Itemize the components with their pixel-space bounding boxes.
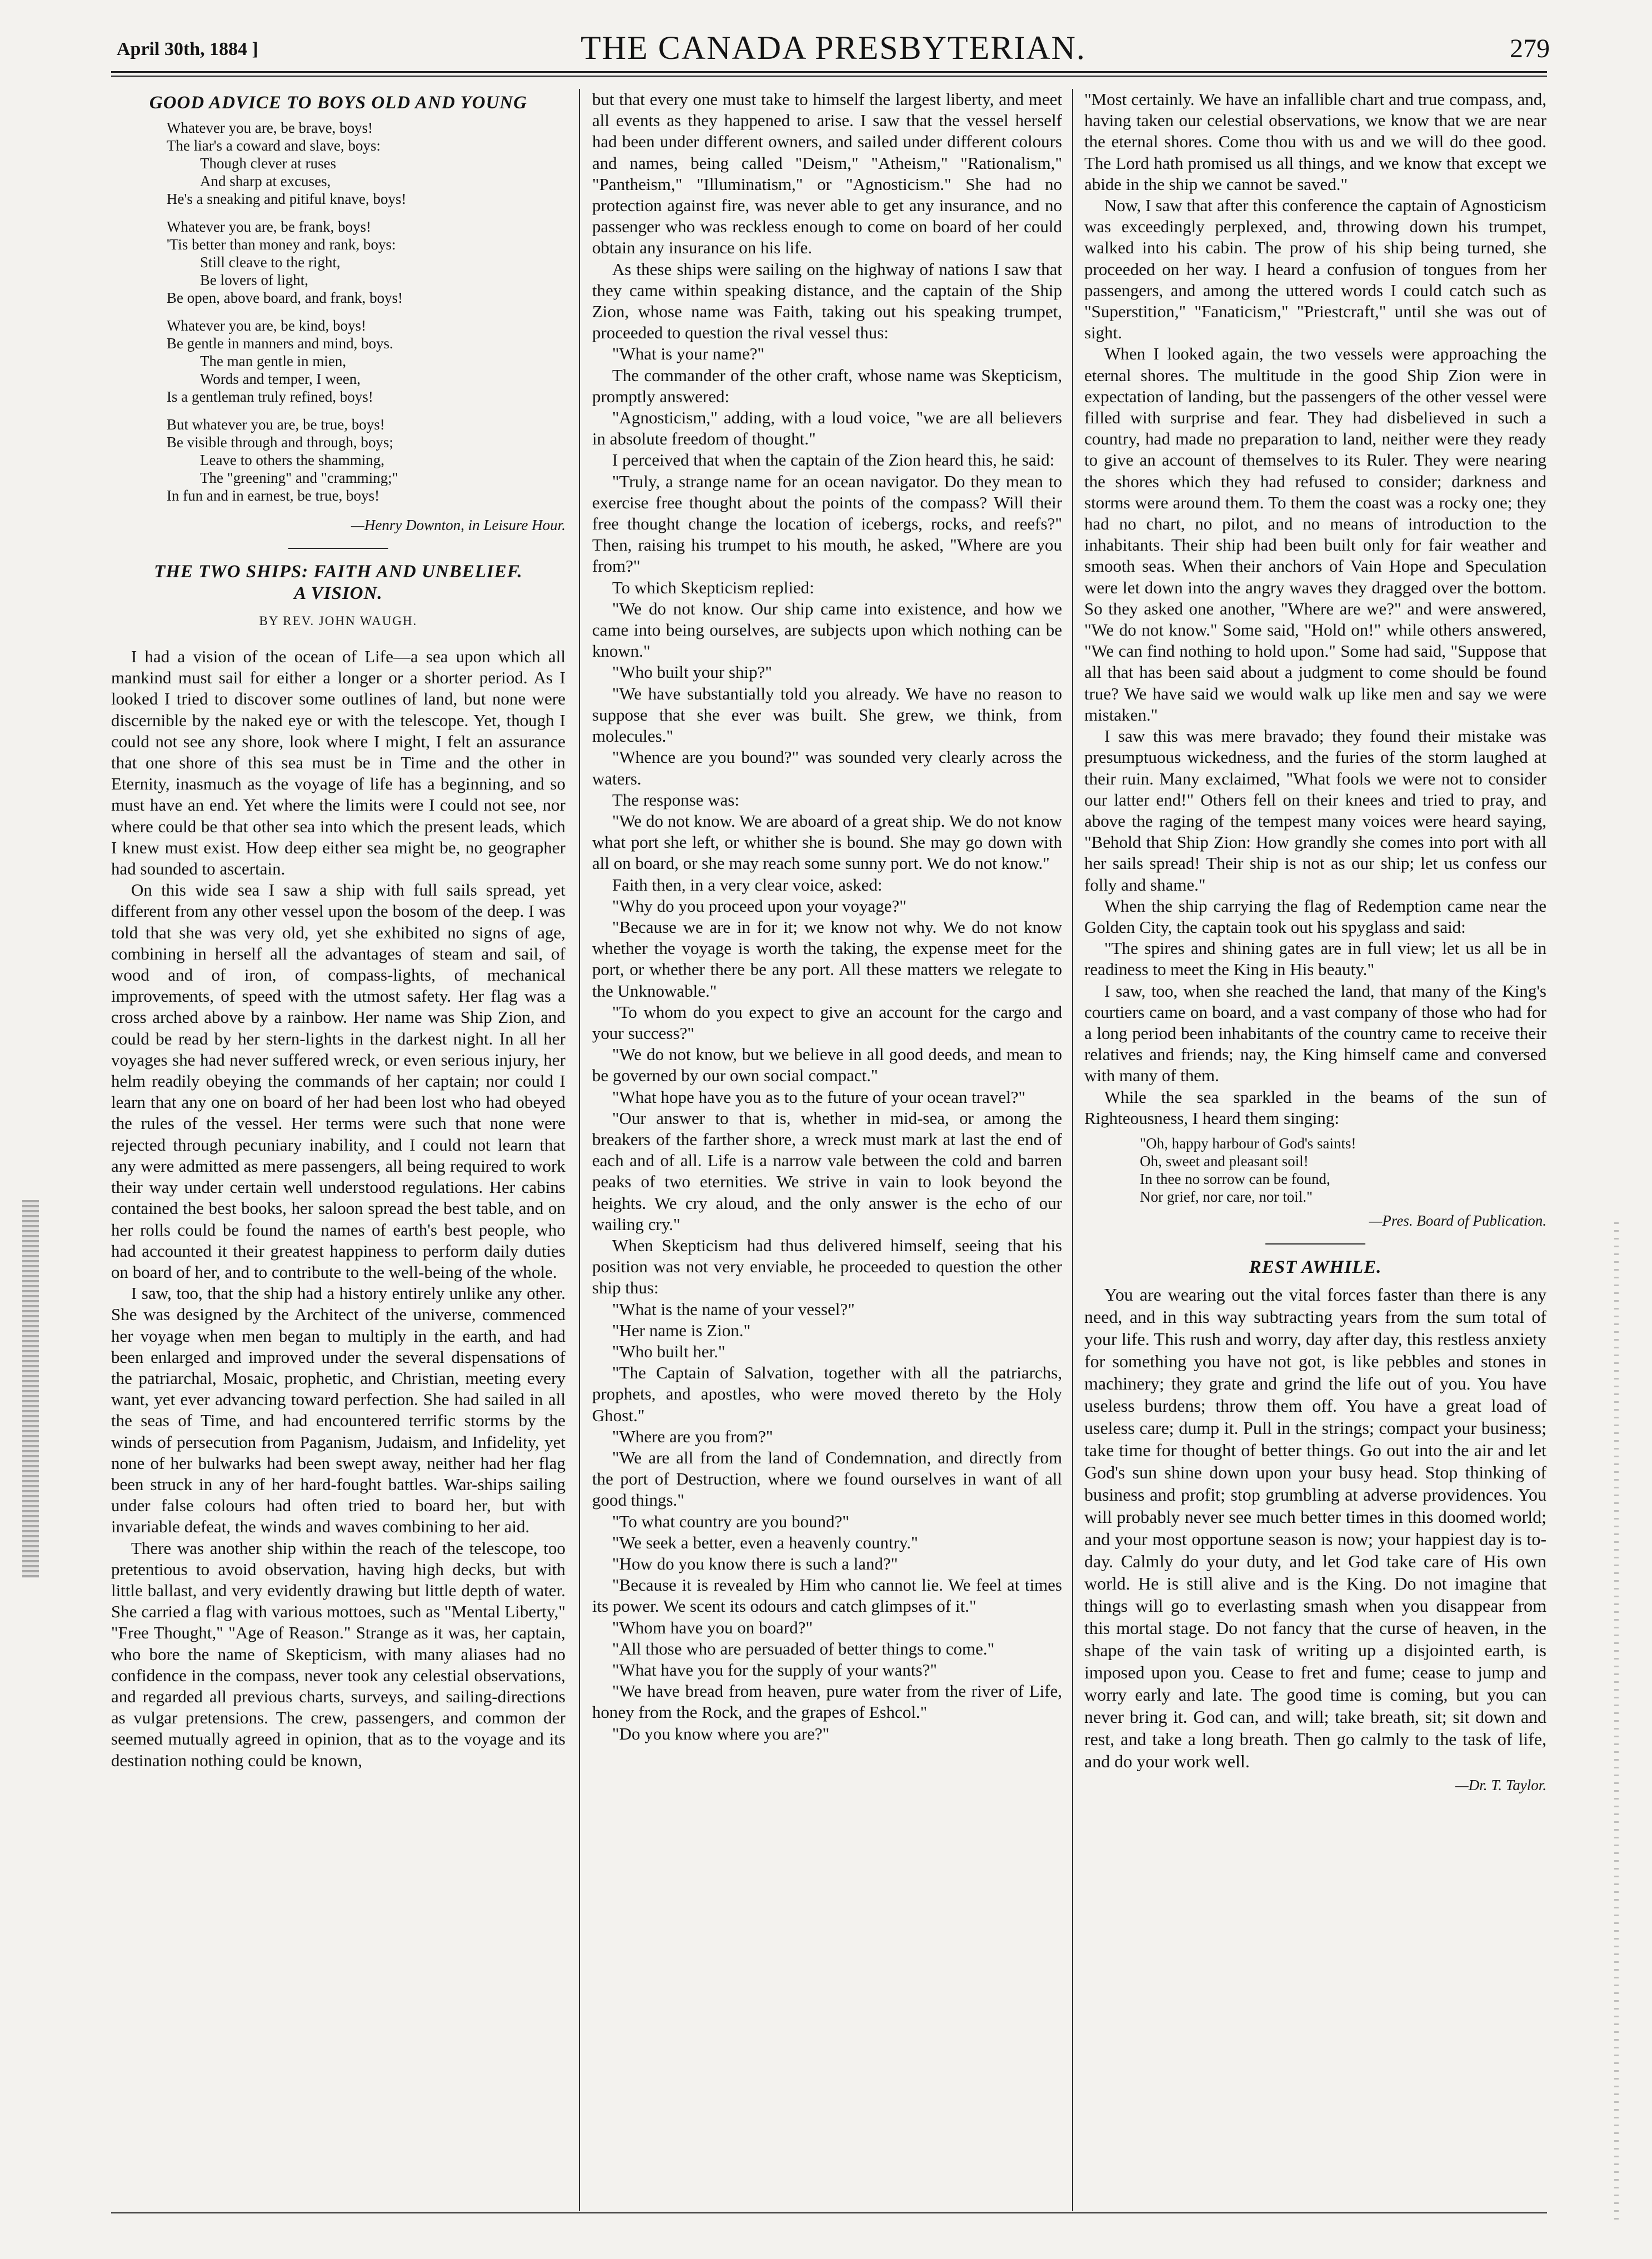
article-paragraph: To which Skepticism replied: [612, 577, 814, 597]
poem [167, 119, 565, 504]
verse-line: In thee no sorrow can be found, [1140, 1170, 1330, 1187]
verse-line: Nor grief, nor care, nor toil." [1140, 1188, 1313, 1205]
article-paragraph: "What have you for the supply of your wants?" [612, 1660, 937, 1680]
article-paragraph: "To whom do you expect to give an account for the cargo and your success?" [592, 1002, 1062, 1043]
article-paragraph: On this wide sea I saw a ship with full sails spread, yet different from any other vessel upon the bosom of the deep. I was told that she was very old, yet she exhibited no signs of age, combining in herself all the advantages of steam and sail, of wood and of iron, of compass-lights, of mechanical improvements, of speed with the utmost safety. Her flag was a cross arched above by a rainbow. Her name was Ship Zion, and could be read by her stern-lights in the darkest night. In all her voyages she had never suffered wreck, or even serious injury, her helm readily obeying the commands of her captain; nor could I learn that any one on board of her had been lost who had obeyed the rules of the vessel. Her terms were such that none were rejected through pecuniary inability, and I could not learn that any were admitted as mere passengers, all being required to work their way under certain well understood regulations. Her cabins contained the best books, her saloon spread the best table, and on her rolls could be found the names of earth's best people, who had accounted it their greatest happiness to perform daily duties on board of her, and to contribute to the well-being of the whole. [111, 880, 565, 1282]
scan-edge [1614, 1222, 1619, 2222]
article-paragraph: "We do not know, but we believe in all good deeds, and mean to be governed by our own social compact." [592, 1044, 1062, 1086]
article-paragraph: "We are all from the land of Condemnation, and directly from the port of Destruction, where we found ourselves in want of all good things." [592, 1448, 1062, 1510]
article-paragraph: Faith then, in a very clear voice, asked: [612, 874, 883, 894]
poem-line: Be gentle in manners and mind, boys. [167, 335, 393, 352]
column-1 [111, 89, 565, 2211]
article-paragraph: When Skepticism had thus delivered himself, seeing that his position was not very enviable, he proceeded to question the other ship thus: [592, 1235, 1062, 1298]
article-paragraph: As these ships were sailing on the highway of nations I saw that they came within speaking distance, and the captain of the Ship Zion, whose name was Faith, taking out his speaking trumpet, proceeded to question the rival vessel thus: [592, 259, 1062, 343]
article-paragraph: "What is your name?" [612, 344, 765, 364]
bottom-rule [111, 2212, 1547, 2213]
article-paragraph: "Where are you from?" [612, 1426, 773, 1446]
article-attribution: —Pres. Board of Publication. [1369, 1212, 1546, 1229]
article-title [111, 561, 565, 603]
poem-line: Still cleave to the right, [200, 254, 341, 271]
poem-title: GOOD ADVICE TO BOYS OLD AND YOUNG [149, 93, 528, 113]
masthead-rule [111, 71, 1547, 73]
article-paragraph: "To what country are you bound?" [612, 1511, 849, 1531]
article-paragraph: "Do you know where you are?" [612, 1723, 830, 1743]
article-paragraph: "Most certainly. We have an infallible chart and true compass, and, having taken our celestial observations, we know that we are near the eternal shores. Come thou with us and we will do thee good. The Lord hath promised us all things, and we know that except we abide in the ship we cannot be saved." [1084, 89, 1546, 194]
article-body-part2 [592, 89, 1062, 1745]
issue-date: April 30th, 1884 ] [117, 39, 258, 59]
article-paragraph: "We seek a better, even a heavenly country." [612, 1532, 918, 1552]
article-body-part3 [1084, 89, 1546, 1129]
poem-stanza [167, 317, 565, 406]
article-paragraph: There was another ship within the reach of the telescope, too pretentious to avoid observation, having high decks, but with little ballast, and very evidently drawing but little depth of water. She carried a flag with various mottoes, such as "Mental Liberty," "Free Thought," "Age of Reason." Strange as it was, her captain, who bore the name of Skepticism, with many aliases had no confidence in the compass, never took any celestial observations, and regarded all previous charts, surveys, and sailing-directions as vulgar pretensions. The crew, passengers, and common der seemed mutually agreed in opinion, that as to the voyage and its destination nothing could be known, [111, 1538, 565, 1770]
poem-line: Whatever you are, be frank, boys! [167, 218, 372, 236]
poem-line: The man gentle in mien, [200, 353, 347, 370]
poem-stanza [167, 119, 565, 208]
verse-line: Oh, sweet and pleasant soil! [1140, 1152, 1309, 1170]
poem-line: Is a gentleman truly refined, boys! [167, 388, 373, 406]
section-divider [1265, 1243, 1365, 1245]
article-paragraph: "The spires and shining gates are in full view; let us all be in readiness to meet the King in His beauty." [1084, 938, 1546, 979]
page-number: 279 [1510, 34, 1550, 63]
article-paragraph: "The Captain of Salvation, together with all the patriarchs, prophets, and apostles, who were moved thereto by the Holy Ghost." [592, 1363, 1062, 1425]
article-paragraph: but that every one must take to himself the largest liberty, and meet all events as they happened to arise. I saw that the vessel herself had been under different owners, and sailed under different colours and names, being called "Deism," "Atheism," "Rationalism," "Pantheism," "Illuminatism," or "Agnosticism." She had no protection against fire, was never able to get any insurance, and no passenger who was reckless enough to come on board of her could obtain any insurance on his life. [592, 89, 1062, 258]
article-paragraph: "We do not know. We are aboard of a great ship. We do not know what port she left, or whither she is bound. She may go down with all on board, or she may reach some sunny port. We do not know." [592, 811, 1062, 873]
poem-line: Though clever at ruses [200, 155, 337, 172]
poem-stanza [167, 416, 565, 504]
masthead-rule-thin [111, 76, 1547, 77]
article-paragraph: "Why do you proceed upon your voyage?" [612, 896, 907, 916]
poem-line: But whatever you are, be true, boys! [167, 416, 385, 433]
rest-awhile-attribution: —Dr. T. Taylor. [1455, 1777, 1546, 1794]
rest-awhile-title: REST AWHILE. [1249, 1257, 1382, 1278]
poem-line: Words and temper, I ween, [200, 371, 361, 388]
article-paragraph: I had a vision of the ocean of Life—a sea upon which all mankind must sail for either a longer or a shorter period. As I looked I tried to discover some outlines of land, but none were discernible by the naked eye or with the telescope. Yet, though I could not see any shore, look where I might, I felt an assurance that one shore of this sea must be in Time and the other in Eternity, inasmuch as the voyage of life has a beginning, and so must have an end. Yet where the limits were I could not see, nor where could be that other sea into which the present leads, which I knew must exist. How deep either sea might be, no geographer had sounded to ascertain. [111, 647, 565, 879]
article-paragraph: Now, I saw that after this conference the captain of Agnosticism was exceedingly perplexed, and, throwing down his trumpet, walked into his cabin. The prow of his ship being turned, she proceeded on her way. I heard a confusion of tongues from her passengers, and among the uttered words I could catch such as "Superstition," "Fanaticism," "Priestcraft," until she was out of sight. [1084, 196, 1546, 343]
article-paragraph: I perceived that when the captain of the Zion heard this, he said: [612, 450, 1055, 470]
article-paragraph: "Her name is Zion." [612, 1320, 751, 1340]
poem-line: 'Tis better than money and rank, boys: [167, 236, 396, 253]
poem-line: He's a sneaking and pitiful knave, boys! [167, 191, 407, 208]
article-paragraph: "Because we are in for it; we know not why. We do not know whether the voyage is worth the taking, the expense meet for the port, or whether there be any port. All these matters we relegate to the Unknowable." [592, 917, 1062, 1001]
article-paragraph: "Agnosticism," adding, with a loud voice, "we are all believers in absolute freedom of thought." [592, 408, 1062, 449]
article-paragraph: "Whom have you on board?" [612, 1617, 813, 1637]
article-paragraph: "How do you know there is such a land?" [612, 1554, 898, 1574]
column-2 [592, 89, 1062, 2211]
article-paragraph: When I looked again, the two vessels were approaching the eternal shores. The multitude in the good Ship Zion were in expectation of landing, but the passengers of the other vessel were filled with surprise and fear. They had disbelieved in such a country, had made no preparation to land, neither were they ready to give an account of themselves to its Ruler. They were nearing the shores which they had refused to consider; darkness and storms were around them. To them the coast was a rocky one; they had no chart, no pilot, and no means of introduction to the inhabitants. Their ship had been built only for fair weather and smooth seas. When their anchors of Vain Hope and Speculation were let down into the angry waves they dragged over the bottom. So they asked one another, "Where are we?" and were answered, "We do not know." Some said, "Hold on!" while others answered, "We can find nothing to hold upon." Some had said, "Suppose that all that has been said about a judgment to come should be found true? We have said we would walk up like men and say we were mistaken." [1084, 344, 1546, 724]
article-paragraph: "What hope have you as to the future of your ocean travel?" [612, 1087, 1026, 1107]
column-3 [1084, 89, 1546, 2211]
byline: BY REV. JOHN WAUGH. [259, 613, 418, 628]
poem-line: And sharp at excuses, [200, 173, 331, 190]
article-paragraph: The response was: [612, 789, 739, 809]
article-paragraph: The commander of the other craft, whose name was Skepticism, promptly answered: [592, 365, 1062, 406]
newspaper-title: THE CANADA PRESBYTERIAN. [580, 29, 1086, 66]
article-paragraph: "We do not know. Our ship came into existence, and how we came into being ourselves, are subjects upon which nothing can be known." [592, 598, 1062, 661]
article-title-line2: A VISION. [294, 583, 383, 603]
column-divider [1072, 89, 1073, 2211]
poem-line: Be open, above board, and frank, boys! [167, 289, 403, 307]
article-paragraph: "Who built her." [612, 1341, 725, 1361]
poem-line: Leave to others the shamming, [200, 452, 385, 469]
article-paragraph: "Because it is revealed by Him who cannot lie. We feel at times its power. We scent its odours and catch glimpses of it." [592, 1575, 1062, 1616]
article-paragraph: "What is the name of your vessel?" [612, 1299, 855, 1319]
poem-line: Be lovers of light, [200, 272, 308, 289]
article-paragraph: "All those who are persuaded of better things to come." [612, 1638, 995, 1658]
article-paragraph: While the sea sparkled in the beams of the sun of Righteousness, I heard them singing: [1084, 1087, 1546, 1128]
article-paragraph: I saw, too, when she reached the land, that many of the King's courtiers came on board, and a vast company of those who had for a long period been inhabitants of the country came to receive their relatives and friends; nay, the King himself came and conversed with many of them. [1084, 981, 1546, 1086]
article-title-line1: THE TWO SHIPS: FAITH AND UNBELIEF. [154, 562, 523, 582]
article-paragraph: When the ship carrying the flag of Redemption came near the Golden City, the captain took out his spyglass and said: [1084, 896, 1546, 937]
poem-stanza [167, 218, 565, 307]
article-paragraph: I saw, too, that the ship had a history entirely unlike any other. She was designed by the Architect of the universe, commenced her voyage when men began to multiply in the earth, and had been enlarged and improved under the several dispensations of the patriarchal, Mosaic, prophetic, and Christian, meeting every want, yet ever advancing toward perfection. She had sailed in all the seas of Time, and had encountered terrific storms by the winds of persecution from Paganism, Judaism, and Infidelity, yet none of her bulwarks had been swept away, neither had her flag been struck in any of her hard-fought battles. War-ships sailing under false colours had often tried to board her, but with invariable defeat, the winds and waves combining to her aid. [111, 1283, 565, 1537]
scan-artifact [22, 1200, 39, 1578]
article-paragraph: "Whence are you bound?" was sounded very clearly across the waters. [592, 747, 1062, 788]
article-paragraph: "We have substantially told you already. We have no reason to suppose that she ever was built. She grew, we think, from molecules." [592, 683, 1062, 746]
poem-line: In fun and in earnest, be true, boys! [167, 487, 380, 504]
poem-attribution: —Henry Downton, in Leisure Hour. [351, 517, 565, 534]
verse-line: "Oh, happy harbour of God's saints! [1140, 1135, 1356, 1152]
poem-line: Be visible through and through, boys; [167, 434, 393, 451]
article-paragraph: I saw this was mere bravado; they found their mistake was presumptuous wickedness, and the furies of the storm laughed at their ruin. Many exclaimed, "What fools we were not to consider our latter end!" Others fell on their knees and tried to pray, and above the raging of the tempest many voices were heard saying, "Behold that Ship Zion: How grandly she comes into port with all her sails spread! Their ship is not as our ship; let us confess our folly and shame." [1084, 726, 1546, 894]
closing-verse [1140, 1135, 1546, 1206]
poem-line: Whatever you are, be kind, boys! [167, 317, 367, 334]
article-paragraph: "Who built your ship?" [612, 662, 772, 682]
article-paragraph: "We have bread from heaven, pure water from the river of Life, honey from the Rock, and the grapes of Eshcol." [592, 1681, 1062, 1722]
article-paragraph: "Truly, a strange name for an ocean navigator. Do they mean to exercise free thought about the points of the compass? Will their free thought change the location of icebergs, rocks, and reefs?" Then, raising his trumpet to his mouth, he asked, "Where are you from?" [592, 471, 1062, 576]
rest-awhile-body: You are wearing out the vital forces faster than there is any need, and in this way subtracting years from the sum total of your life. This rush and worry, day after day, this restless anxiety for something you have not got, is like pebbles and stones in machinery; they grate and grind the life out of you. You have useless burdens; throw them off. You have a great load of useless care; dump it. Pull in the strings; compact your business; take time for thought of better things. Go out into the air and let God's sun shine down upon your busy head. Stop thinking of business and profit; stop grumbling at adverse providences. You will probably never see much better times in this doomed world; and your most opportune season is now; your happiest day is to-day. Calmly do your duty, and let God take care of His own world. He is still alive and is the King. Do not imagine that things will go to everlasting smash when you disappear from this mortal stage. Do not fancy that the curse of heaven, in the shape of the vain task of writing up a disjointed earth, is imposed upon you. Cease to fret and fume; cease to jump and worry early and late. The good time is coming, but you can never bring it. God can, and will; take breath, sit; sit down and rest, and take a long breath. Then go calmly to the task of life, and do your work well. [1084, 1285, 1546, 1772]
masthead [117, 29, 1550, 68]
article-body-part1 [111, 646, 565, 1771]
section-divider [288, 548, 388, 549]
article-paragraph: "Our answer to that is, whether in mid-sea, or among the breakers of the farther shore, a wreck must mark at last the end of each and of all. Life is a narrow vale between the cold and barren peaks of two eternities. We strive in vain to look beyond the heights. We cry aloud, and the only answer is the echo of our wailing cry." [592, 1108, 1062, 1234]
poem-line: The liar's a coward and slave, boys: [167, 137, 381, 154]
poem-line: Whatever you are, be brave, boys! [167, 119, 373, 137]
column-divider [579, 89, 580, 2211]
poem-line: The "greening" and "cramming;" [200, 469, 398, 487]
